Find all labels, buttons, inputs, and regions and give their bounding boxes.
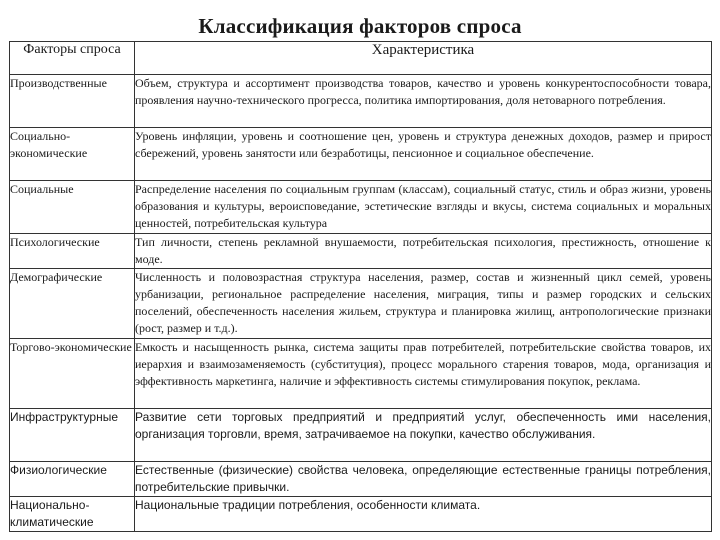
description-cell: Естественные (физические) свойства человека, определяющие естественные границы потребления, потребительские привычки. [135,462,712,497]
table-row [10,181,712,234]
page-title: Классификация факторов спроса [198,14,522,38]
table-row [10,409,712,462]
description-cell: Национальные традиции потребления, особенности климата. [135,497,712,532]
factor-cell: Физиологические [10,462,135,497]
table-row [10,234,712,269]
table-row [10,128,712,181]
table-row [10,75,712,128]
table-row [10,339,712,409]
table-header-row [10,42,712,75]
factor-cell: Торгово-экономические [10,339,135,409]
factor-cell: Производственные [10,75,135,128]
description-cell: Емкость и насыщенность рынка, система защиты прав потребителей, потребительские свойства товаров, их иерархия и взаимозаменяемость (субституция), процесс морального старения товаров, мода, организация и эффективность маркетинга, наличие и эффективность системы стимулирования покупок, реклама. [135,339,712,409]
factor-cell: Психологические [10,234,135,269]
demand-factors-table [9,41,712,532]
description-cell: Уровень инфляции, уровень и соотношение цен, уровень и структура денежных доходов, размер и прирост сбережений, уровень занятости или безработицы, пенсионное и социальное обеспечение. [135,128,712,181]
description-cell: Развитие сети торговых предприятий и предприятий услуг, обеспеченность ими населения, организация торговли, время, затрачиваемое на покупки, качество обслуживания. [135,409,712,462]
description-cell: Распределение населения по социальным группам (классам), социальный статус, стиль и образ жизни, уровень образования и культуры, вероисповедание, эстетические взгляды и вкусы, система социальных и моральных ценностей, потребительская культура [135,181,712,234]
table-row [10,462,712,497]
factor-cell: Демографические [10,269,135,339]
description-cell: Объем, структура и ассортимент производства товаров, качество и уровень конкурентоспособности товара, проявления научно-технического прогресса, политика импортирования, доля нетоварного потребления. [135,75,712,128]
table-row [10,497,712,532]
table-row [10,269,712,339]
header-factor: Факторы спроса [10,42,135,75]
factor-cell: Социальные [10,181,135,234]
description-cell: Тип личности, степень рекламной внушаемости, потребительская психология, престижность, отношение к моде. [135,234,712,269]
factor-cell: Инфраструктурные [10,409,135,462]
factor-cell: Социально-экономические [10,128,135,181]
description-cell: Численность и половозрастная структура населения, размер, состав и жизненный цикл семей, уровень урбанизации, региональное распределение населения, миграция, типы и размер городских и сельских поселений, обеспеченность населения жильем, структура и планировка жилищ, антропологические признаки (рост, размер и т.д.). [135,269,712,339]
header-characteristic: Характеристика [135,42,712,75]
factor-cell: Национально-климатические [10,497,135,532]
